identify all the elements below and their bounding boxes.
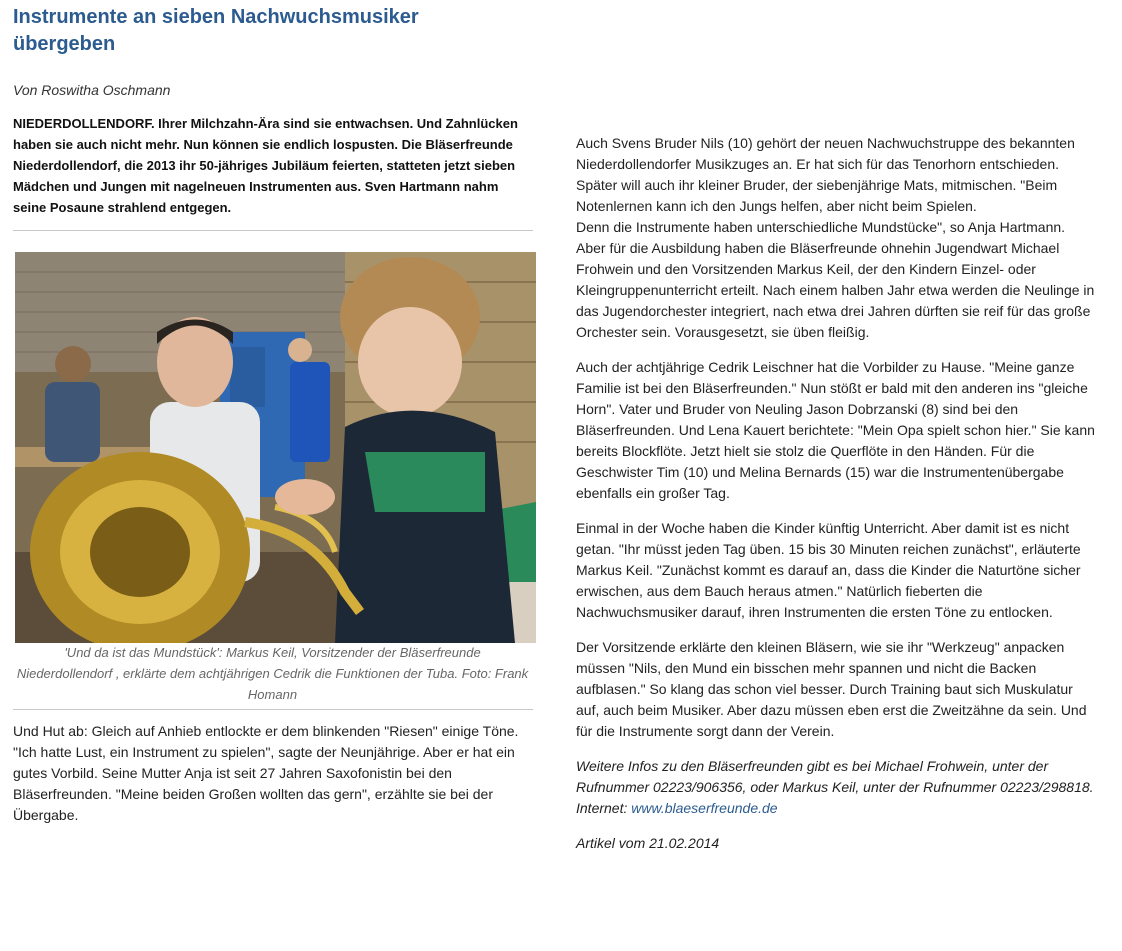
website-link[interactable]: www.blaeserfreunde.de — [631, 800, 778, 816]
article-lead: NIEDERDOLLENDORF. Ihrer Milchzahn-Ära sind sie entwachsen. Und Zahnlücken haben sie auch nicht mehr. Nun können sie endlich lospusten. Die Bläserfreunde Niederdollendorf, die 2013 ihr 50-jähriges Jubiläum feierten, statteten jetzt sieben Mädchen und Jungen mit nagelneuen Instrumenten aus. Sven Hartmann nahm seine Posaune strahlend entgegen. — [13, 116, 518, 215]
photo-caption: 'Und da ist das Mundstück': Markus Keil, Vorsitzender der Bläserfreunde Niederdollendorf , erklärte dem achtjährigen Cedrik die Funktionen der Tuba. Foto: Frank Homann — [16, 645, 529, 702]
byline: Von Roswitha Oschmann — [13, 82, 171, 98]
article-title: Instrumente an sieben Nachwuchsmusiker übergeben — [13, 6, 419, 55]
info-text: Weitere Infos zu den Bläserfreunden gibt es bei Michael Frohwein, unter der Rufnummer 02223/906356, oder Markus Keil, unter der Rufnummer 02223/298818. Internet: — [576, 758, 1094, 816]
body-paragraph: Auch Svens Bruder Nils (10) gehört der neuen Nachwuchstruppe des bekannten Niederdollendorfer Musikzuges an. Er hat sich für das Tenorhorn entschieden. Später will auch ihr kleiner Bruder, der siebenjährige Mats, mitmischen. "Beim Notenlernen kann ich den Jungs helfen, aber nicht beim Spielen. — [576, 135, 1075, 214]
divider-bottom — [13, 709, 533, 710]
divider-top — [13, 230, 533, 231]
body-paragraph: Denn die Instrumente haben unterschiedliche Mundstücke", so Anja Hartmann. Aber für die Ausbildung haben die Bläserfreunde ohnehin Jugendwart Michael Frohwein und den Vorsitzenden Markus Keil, der den Kindern Einzel- oder Kleingruppenunterricht erteilt. Nach einem halben Jahr etwa werden die Neulinge in das Jugendorchester integriert, nach etwa drei Jahren dürften sie reif für das große Orchester sein. Vorausgesetzt, sie üben fleißig. — [576, 219, 1095, 340]
body-paragraph: Auch der achtjährige Cedrik Leischner hat die Vorbilder zu Hause. "Meine ganze Familie ist bei den Bläserfreunden." Nun stößt er bald mit den anderen ins "gleiche Horn". Vater und Bruder von Neuling Jason Dobrzanski (8) sind bei den Bläserfreunden. Und Lena Kauert berichtete: "Mein Opa spielt schon hier." Sie kann bereits Blockflöte. Jetzt hielt sie stolz die Querflöte in den Händen. Für die Geschwister Tim (10) und Melina Bernards (15) war die Instrumentenübergabe ebenfalls ein großer Tag. — [576, 359, 1095, 501]
body-paragraph: Einmal in der Woche haben die Kinder künftig Unterricht. Aber damit ist es nicht getan. "Ihr müsst jeden Tag üben. 15 bis 30 Minuten reichen zunächst", erläuterte Markus Keil. "Zunächst kommt es darauf an, dass die Kinder die Naturtöne sicher erwischen, aus dem Bauch heraus atmen." Natürlich fieberten die Nachwuchsmusiker darauf, ihren Instrumenten die ersten Töne zu entlocken. — [576, 520, 1081, 620]
body-paragraph-left: Und Hut ab: Gleich auf Anhieb entlockte er dem blinkenden "Riesen" einige Töne. "Ich hatte Lust, ein Instrument zu spielen", sagte der Neunjährige. Aber er hat ein gutes Vorbild. Seine Mutter Anja ist seit 27 Jahren Saxofonistin bei den Bläserfreunden. "Meine beiden Großen wollten das gern", erzählte sie bei der Übergabe. — [13, 723, 519, 823]
right-column — [576, 133, 1096, 868]
article-photo — [15, 252, 536, 643]
info-paragraph — [576, 756, 1096, 819]
article-date: Artikel vom 21.02.2014 — [576, 835, 720, 851]
body-paragraph: Der Vorsitzende erklärte den kleinen Bläsern, wie sie ihr "Werkzeug" anpacken müssen "Nils, den Mund ein bisschen mehr spannen und nicht die Backen aufblasen." So klang das schon viel besser. Durch Training baut sich Muskulatur auf, auch beim Musiker. Aber dazu müssen eben erst die Zweitzähne da sein. Und für die Instrumente sorgt dann der Verein. — [576, 639, 1087, 739]
